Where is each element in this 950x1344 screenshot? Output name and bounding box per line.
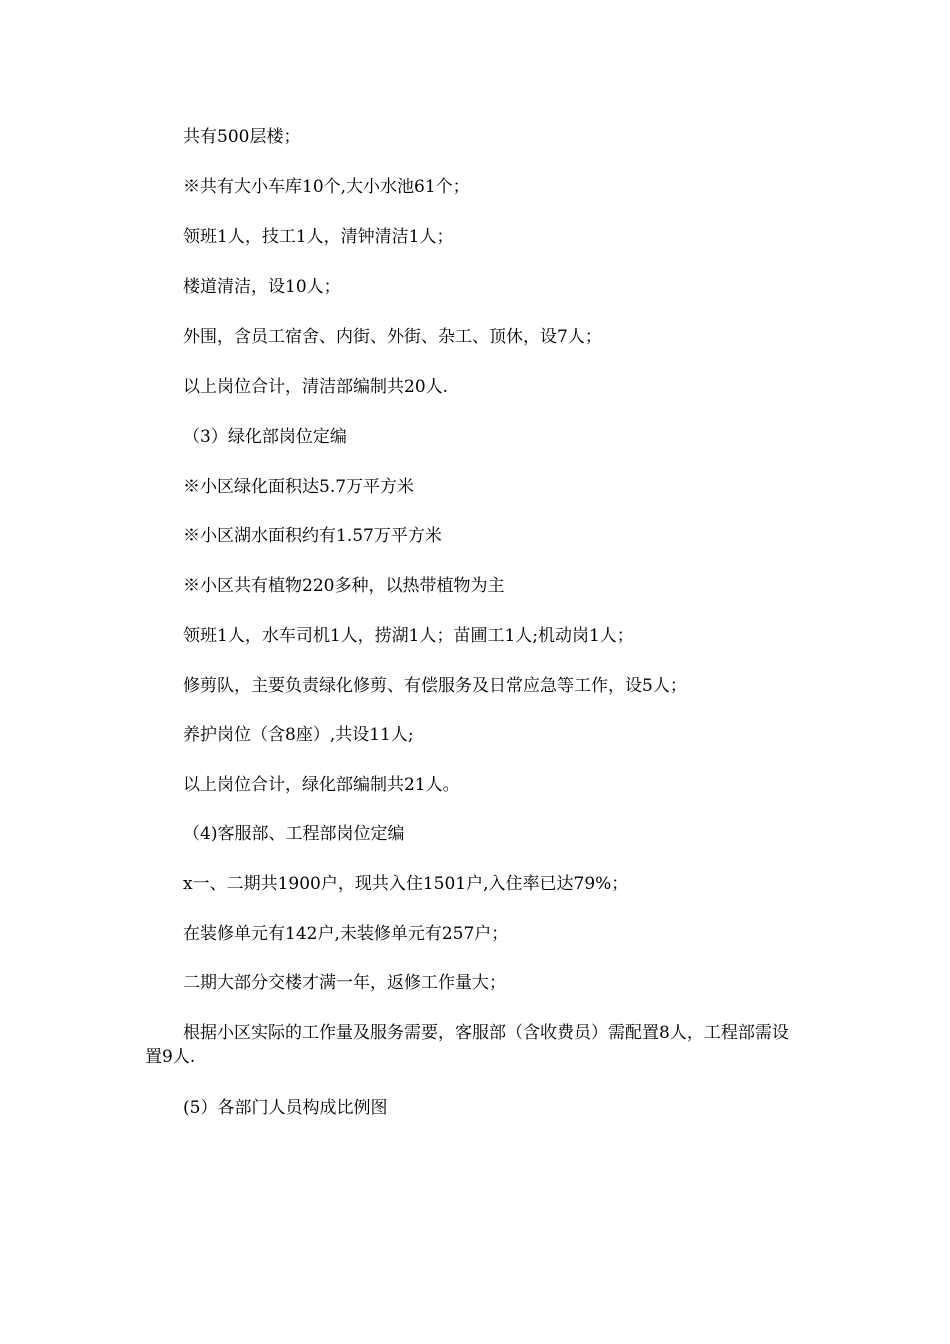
text-line: ※小区共有植物220多种，以热带植物为主: [183, 576, 505, 596]
text-line: 共有500层楼；: [183, 127, 301, 147]
text-line: 以上岗位合计，绿化部编制共21人。: [183, 775, 460, 795]
text-line: 领班1人，技工1人，清钟清洁1人；: [183, 227, 454, 247]
section-heading: （3）绿化部岗位定编: [183, 427, 347, 447]
text-line: 养护岗位（含8座）,共设11人;: [183, 725, 414, 745]
section-heading: (5）各部门人员构成比例图: [183, 1098, 388, 1118]
text-line: 以上岗位合计，清洁部编制共20人.: [183, 377, 449, 397]
text-line: x一、二期共1900户，现共入住1501户,入住率已达79%；: [183, 874, 629, 894]
text-line: ※小区绿化面积达5.7万平方米: [183, 477, 415, 497]
text-line: 楼道清洁，设10人；: [183, 277, 341, 297]
text-line: 领班1人，水车司机1人，捞湖1人；苗圃工1人;机动岗1人；: [183, 626, 634, 646]
section-heading: （4)客服部、工程部岗位定编: [183, 824, 405, 844]
text-line: 二期大部分交楼才满一年，返修工作量大；: [183, 973, 506, 993]
text-line: 修剪队，主要负责绿化修剪、有偿服务及日常应急等工作，设5人；: [183, 676, 687, 696]
text-line: ※小区湖水面积约有1.57万平方米: [183, 526, 442, 546]
text-line: 在装修单元有142户,未装修单元有257户；: [183, 924, 509, 944]
text-line: 外围，含员工宿舍、内街、外街、杂工、顶休，设7人；: [183, 327, 602, 347]
paragraph: 根据小区实际的工作量及服务需要，客服部（含收费员）需配置8人，工程部需设置9人.: [145, 1023, 789, 1067]
text-line: ※共有大小车库10个,大小水池61个；: [183, 177, 470, 197]
